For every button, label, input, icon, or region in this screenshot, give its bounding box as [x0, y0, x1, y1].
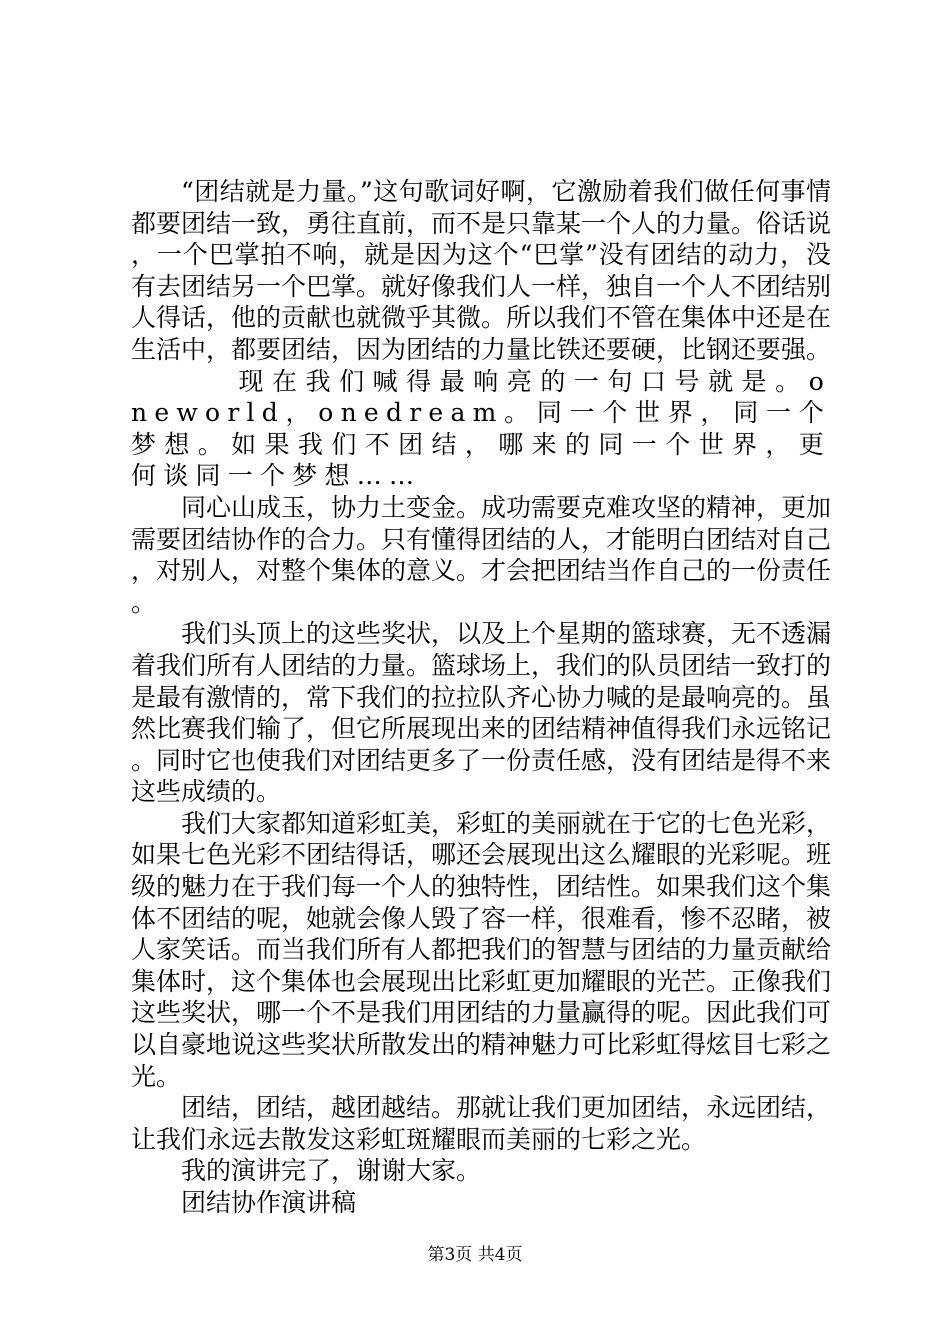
paragraph-closing: 我的演讲完了，谢谢大家。 [181, 1156, 482, 1186]
paragraph-same-heart: 同心山成玉，协力土变金。成功需要克难攻坚的精神，更加需要团结协作的合力。只有懂得团结的人，才能明白团结对自己，对别人，对整个集体的意义。才会把团结当作自己的一份责任。 [131, 492, 832, 617]
document-body [131, 176, 831, 1219]
paragraph-call-to-unite: 团结，团结，越团越结。那就让我们更加团结，永远团结，让我们永远去散发这彩虹斑耀眼而美丽的七彩之光。 [131, 1093, 832, 1154]
paragraph-next-title: 团结协作演讲稿 [181, 1188, 357, 1217]
page-number-footer: 第3页 共4页 [427, 1245, 523, 1265]
paragraph-rainbow: 我们大家都知道彩虹美，彩虹的美丽就在于它的七色光彩，如果七色光彩不团结得话，哪还会展现出这么耀眼的光彩呢。班级的魅力在于我们每一个人的独特性，团结性。如果我们这个集体不团结的呢，她就会像人毁了容一样，很难看，惨不忍睹，被人家笑话。而当我们所有人都把我们的智慧与团结的力量贡献给集体时，这个集体也会展现出比彩虹更加耀眼的光芒。正像我们这些奖状，哪一个不是我们用团结的力量赢得的呢。因此我们可以自豪地说这些奖状所散发出的精神魅力可比彩虹得炫目七彩之光。 [131, 808, 832, 1091]
paragraph-basketball: 我们头顶上的这些奖状，以及上个星期的篮球赛，无不透漏着我们所有人团结的力量。篮球场上，我们的队员团结一致打的是最有激情的，常下我们的拉拉队齐心协力喊的是最响亮的。虽然比赛我们输了，但它所展现出来的团结精神值得我们永远铭记。同时它也使我们对团结更多了一份责任感，没有团结是得不来这些成绩的。 [131, 619, 832, 807]
paragraph-slogan: 现在我们喊得最响亮的一句口号就是。oneworld，onedream。同一个世界，同一个梦想。如果我们不团结，哪来的同一个世界，更何谈同一个梦想…… [131, 366, 831, 491]
paragraph-unity-is-strength: “团结就是力量。”这句歌词好啊，它激励着我们做任何事情都要团结一致，勇往直前，而不是只靠某一个人的力量。俗话说，一个巴掌拍不响，就是因为这个“巴掌”没有团结的动力，没有去团结另一个巴掌。就好像我们人一样，独自一个人不团结别人得话，他的贡献也就微乎其微。所以我们不管在集体中还是在生活中，都要团结，因为团结的力量比铁还要硬，比钢还要强。 [131, 177, 832, 364]
